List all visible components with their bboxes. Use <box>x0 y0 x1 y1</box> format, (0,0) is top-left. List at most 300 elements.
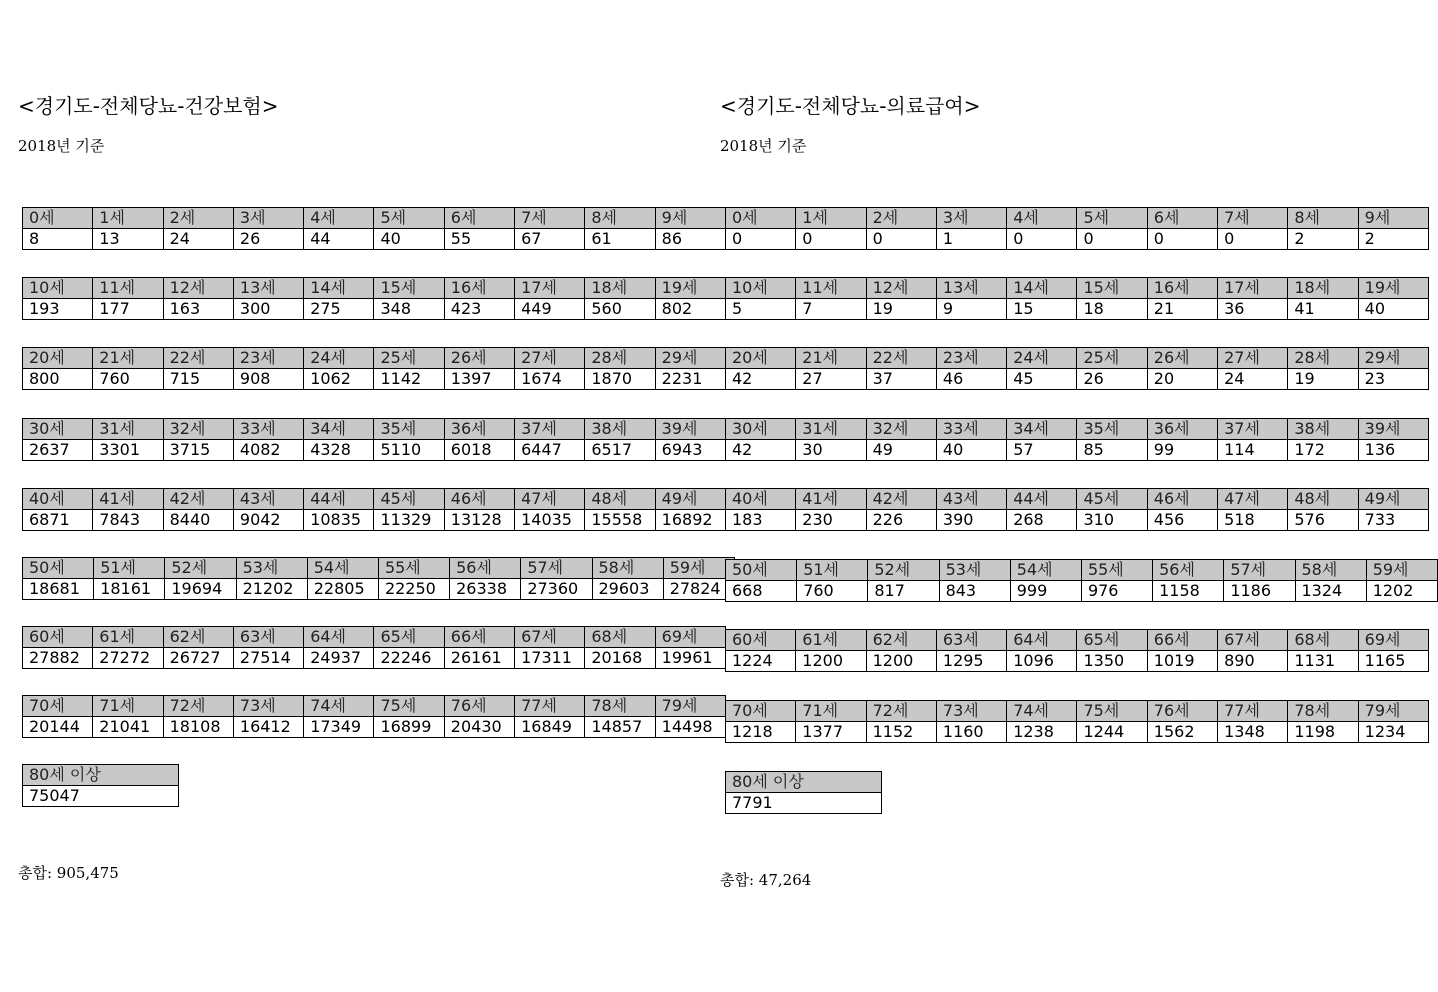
patient-count-cell: 1165 <box>1358 651 1428 672</box>
age-label-cell: 75세 <box>1077 701 1147 722</box>
age-label-cell: 60세 <box>726 630 796 651</box>
age-label-cell: 23세 <box>233 348 303 369</box>
age-label-cell: 47세 <box>515 489 585 510</box>
age-header-row <box>726 348 1429 369</box>
patient-count-cell: 26338 <box>450 579 521 600</box>
age-header-row <box>23 696 726 717</box>
patient-count-cell: 20144 <box>23 717 93 738</box>
patient-count-cell: 3301 <box>93 440 163 461</box>
patient-count-cell: 26 <box>1077 369 1147 390</box>
patient-count-cell: 15558 <box>585 510 655 531</box>
patient-count-cell: 10835 <box>304 510 374 531</box>
age-label-cell: 31세 <box>796 419 866 440</box>
patient-count-cell: 16892 <box>655 510 725 531</box>
patient-count-cell: 16412 <box>233 717 303 738</box>
patient-count-cell: 49 <box>866 440 936 461</box>
age-label-cell: 70세 <box>23 696 93 717</box>
age-label-cell: 1세 <box>796 208 866 229</box>
age-label-cell: 10세 <box>23 278 93 299</box>
age-header-row <box>23 627 726 648</box>
patient-count-cell: 1324 <box>1295 581 1366 602</box>
age-label-cell: 13세 <box>233 278 303 299</box>
age-group-table <box>725 207 1429 250</box>
patient-count-cell: 310 <box>1077 510 1147 531</box>
count-value-row <box>23 440 726 461</box>
age-label-cell: 63세 <box>936 630 1006 651</box>
age-label-cell: 39세 <box>655 419 725 440</box>
patient-count-cell: 4328 <box>304 440 374 461</box>
patient-count-cell: 0 <box>796 229 866 250</box>
patient-count-cell: 1198 <box>1288 722 1358 743</box>
age-label-cell: 23세 <box>936 348 1006 369</box>
patient-count-cell: 908 <box>233 369 303 390</box>
patient-count-cell: 760 <box>797 581 868 602</box>
patient-count-cell: 1234 <box>1358 722 1428 743</box>
patient-count-cell: 890 <box>1218 651 1288 672</box>
age-label-cell: 71세 <box>796 701 866 722</box>
age-label-cell: 62세 <box>163 627 233 648</box>
age-label-cell: 69세 <box>655 627 725 648</box>
age-label-cell: 20세 <box>726 348 796 369</box>
age-header-row <box>23 419 726 440</box>
patient-count-cell: 1377 <box>796 722 866 743</box>
patient-count-cell: 13128 <box>444 510 514 531</box>
patient-count-cell: 18681 <box>23 579 94 600</box>
patient-count-cell: 26727 <box>163 648 233 669</box>
patient-count-cell: 172 <box>1288 440 1358 461</box>
patient-count-cell: 2 <box>1358 229 1428 250</box>
patient-count-cell: 1186 <box>1224 581 1295 602</box>
age-label-cell: 67세 <box>1218 630 1288 651</box>
age-label-cell: 51세 <box>94 558 165 579</box>
patient-count-cell: 14857 <box>585 717 655 738</box>
age-group-table <box>725 771 882 814</box>
patient-count-cell: 1218 <box>726 722 796 743</box>
age-label-cell: 61세 <box>93 627 163 648</box>
patient-count-cell: 26 <box>233 229 303 250</box>
patient-count-cell: 2637 <box>23 440 93 461</box>
age-label-cell: 36세 <box>444 419 514 440</box>
patient-count-cell: 0 <box>726 229 796 250</box>
age-label-cell: 9세 <box>655 208 725 229</box>
patient-count-cell: 23 <box>1358 369 1428 390</box>
patient-count-cell: 20430 <box>444 717 514 738</box>
age-label-cell: 58세 <box>1295 560 1366 581</box>
age-label-cell: 64세 <box>304 627 374 648</box>
age-label-cell: 19세 <box>655 278 725 299</box>
patient-count-cell: 8 <box>23 229 93 250</box>
age-label-cell: 36세 <box>1147 419 1217 440</box>
age-label-cell: 12세 <box>163 278 233 299</box>
age-label-cell: 16세 <box>444 278 514 299</box>
age-label-cell: 11세 <box>796 278 866 299</box>
patient-count-cell: 27824 <box>663 579 734 600</box>
patient-count-cell: 30 <box>796 440 866 461</box>
age-label-cell: 4세 <box>304 208 374 229</box>
patient-count-cell: 61 <box>585 229 655 250</box>
patient-count-cell: 843 <box>939 581 1010 602</box>
patient-count-cell: 22250 <box>378 579 449 600</box>
count-value-row <box>726 369 1429 390</box>
age-header-row <box>726 772 882 793</box>
patient-count-cell: 27360 <box>521 579 592 600</box>
age-label-cell: 20세 <box>23 348 93 369</box>
age-label-cell: 68세 <box>585 627 655 648</box>
age-label-cell: 67세 <box>515 627 585 648</box>
patient-count-cell: 1158 <box>1153 581 1224 602</box>
patient-count-cell: 6943 <box>655 440 725 461</box>
age-label-cell: 30세 <box>23 419 93 440</box>
patient-count-cell: 7 <box>796 299 866 320</box>
age-label-cell: 34세 <box>1007 419 1077 440</box>
age-group-table <box>725 700 1429 743</box>
patient-count-cell: 6018 <box>444 440 514 461</box>
left-total: 총합: 905,475 <box>18 864 119 882</box>
patient-count-cell: 999 <box>1010 581 1081 602</box>
age-label-cell: 66세 <box>444 627 514 648</box>
patient-count-cell: 36 <box>1218 299 1288 320</box>
patient-count-cell: 136 <box>1358 440 1428 461</box>
age-group-table <box>22 626 726 669</box>
age-group-table <box>22 488 726 531</box>
age-group-table <box>725 629 1429 672</box>
count-value-row <box>726 793 882 814</box>
patient-count-cell: 85 <box>1077 440 1147 461</box>
patient-count-cell: 8440 <box>163 510 233 531</box>
patient-count-cell: 22246 <box>374 648 444 669</box>
patient-count-cell: 13 <box>93 229 163 250</box>
left-title: <경기도-전체당뇨-건강보험> <box>18 94 279 118</box>
age-label-cell: 18세 <box>1288 278 1358 299</box>
age-label-cell: 7세 <box>515 208 585 229</box>
count-value-row <box>23 369 726 390</box>
age-group-table <box>725 347 1429 390</box>
age-label-cell: 25세 <box>374 348 444 369</box>
age-label-cell: 3세 <box>936 208 1006 229</box>
age-label-cell: 79세 <box>1358 701 1428 722</box>
age-label-cell: 1세 <box>93 208 163 229</box>
patient-count-cell: 42 <box>726 369 796 390</box>
age-label-cell: 3세 <box>233 208 303 229</box>
patient-count-cell: 29603 <box>592 579 663 600</box>
patient-count-cell: 86 <box>655 229 725 250</box>
patient-count-cell: 14498 <box>655 717 725 738</box>
patient-count-cell: 230 <box>796 510 866 531</box>
patient-count-cell: 40 <box>1358 299 1428 320</box>
age-label-cell: 77세 <box>515 696 585 717</box>
patient-count-cell: 27272 <box>93 648 163 669</box>
age-label-cell: 24세 <box>1007 348 1077 369</box>
age-label-cell: 37세 <box>1218 419 1288 440</box>
patient-count-cell: 423 <box>444 299 514 320</box>
patient-count-cell: 21202 <box>236 579 307 600</box>
patient-count-cell: 114 <box>1218 440 1288 461</box>
age-label-cell: 24세 <box>304 348 374 369</box>
age-header-row <box>23 348 726 369</box>
count-value-row <box>726 722 1429 743</box>
patient-count-cell: 22805 <box>307 579 378 600</box>
patient-count-cell: 44 <box>304 229 374 250</box>
patient-count-cell: 27882 <box>23 648 93 669</box>
patient-count-cell: 802 <box>655 299 725 320</box>
age-label-cell: 73세 <box>233 696 303 717</box>
patient-count-cell: 40 <box>936 440 1006 461</box>
patient-count-cell: 560 <box>585 299 655 320</box>
age-label-cell: 75세 <box>374 696 444 717</box>
age-header-row <box>726 630 1429 651</box>
patient-count-cell: 17349 <box>304 717 374 738</box>
age-label-cell: 5세 <box>374 208 444 229</box>
age-label-cell: 45세 <box>374 489 444 510</box>
patient-count-cell: 18 <box>1077 299 1147 320</box>
right-total: 총합: 47,264 <box>720 871 812 889</box>
age-label-cell: 35세 <box>1077 419 1147 440</box>
age-label-cell: 34세 <box>304 419 374 440</box>
patient-count-cell: 24 <box>1218 369 1288 390</box>
patient-count-cell: 976 <box>1081 581 1152 602</box>
count-value-row <box>23 510 726 531</box>
patient-count-cell: 5110 <box>374 440 444 461</box>
patient-count-cell: 6447 <box>515 440 585 461</box>
age-label-cell: 72세 <box>163 696 233 717</box>
patient-count-cell: 21 <box>1147 299 1217 320</box>
patient-count-cell: 1131 <box>1288 651 1358 672</box>
age-label-cell: 55세 <box>378 558 449 579</box>
patient-count-cell: 0 <box>866 229 936 250</box>
patient-count-cell: 1 <box>936 229 1006 250</box>
age-label-cell: 56세 <box>450 558 521 579</box>
age-label-cell: 66세 <box>1147 630 1217 651</box>
patient-count-cell: 1224 <box>726 651 796 672</box>
count-value-row <box>23 299 726 320</box>
age-label-cell: 61세 <box>796 630 866 651</box>
patient-count-cell: 1160 <box>936 722 1006 743</box>
patient-count-cell: 2 <box>1288 229 1358 250</box>
age-label-cell: 11세 <box>93 278 163 299</box>
age-label-cell: 48세 <box>585 489 655 510</box>
patient-count-cell: 1397 <box>444 369 514 390</box>
patient-count-cell: 390 <box>936 510 1006 531</box>
patient-count-cell: 41 <box>1288 299 1358 320</box>
count-value-row <box>23 786 179 807</box>
patient-count-cell: 9 <box>936 299 1006 320</box>
patient-count-cell: 9042 <box>233 510 303 531</box>
age-label-cell: 6세 <box>1147 208 1217 229</box>
age-label-cell: 14세 <box>1007 278 1077 299</box>
age-label-cell: 17세 <box>1218 278 1288 299</box>
age-label-cell: 54세 <box>1010 560 1081 581</box>
patient-count-cell: 27 <box>796 369 866 390</box>
age-group-table <box>22 695 726 738</box>
age-label-cell: 2세 <box>163 208 233 229</box>
patient-count-cell: 1348 <box>1218 722 1288 743</box>
age-label-cell: 74세 <box>304 696 374 717</box>
age-label-cell: 47세 <box>1218 489 1288 510</box>
age-label-cell: 27세 <box>515 348 585 369</box>
age-label-cell: 41세 <box>796 489 866 510</box>
age-label-cell: 46세 <box>444 489 514 510</box>
age-header-row <box>726 278 1429 299</box>
age-label-cell: 49세 <box>1358 489 1428 510</box>
patient-count-cell: 1238 <box>1007 722 1077 743</box>
age-group-table <box>725 277 1429 320</box>
age-label-cell: 25세 <box>1077 348 1147 369</box>
age-label-cell: 69세 <box>1358 630 1428 651</box>
age-label-cell: 50세 <box>726 560 797 581</box>
patient-count-cell: 57 <box>1007 440 1077 461</box>
patient-count-cell: 16899 <box>374 717 444 738</box>
age-label-cell: 65세 <box>1077 630 1147 651</box>
count-value-row <box>726 651 1429 672</box>
patient-count-cell: 183 <box>726 510 796 531</box>
age-label-cell: 43세 <box>936 489 1006 510</box>
age-label-cell: 2세 <box>866 208 936 229</box>
patient-count-cell: 1350 <box>1077 651 1147 672</box>
patient-count-cell: 760 <box>93 369 163 390</box>
patient-count-cell: 300 <box>233 299 303 320</box>
age-header-row <box>23 278 726 299</box>
patient-count-cell: 1870 <box>585 369 655 390</box>
patient-count-cell: 7791 <box>726 793 882 814</box>
patient-count-cell: 456 <box>1147 510 1217 531</box>
patient-count-cell: 268 <box>1007 510 1077 531</box>
age-label-cell: 27세 <box>1218 348 1288 369</box>
age-label-cell: 21세 <box>796 348 866 369</box>
patient-count-cell: 1096 <box>1007 651 1077 672</box>
count-value-row <box>726 440 1429 461</box>
age-label-cell: 0세 <box>23 208 93 229</box>
age-label-cell: 15세 <box>1077 278 1147 299</box>
age-label-cell: 38세 <box>1288 419 1358 440</box>
age-label-cell: 48세 <box>1288 489 1358 510</box>
patient-count-cell: 45 <box>1007 369 1077 390</box>
patient-count-cell: 1295 <box>936 651 1006 672</box>
patient-count-cell: 40 <box>374 229 444 250</box>
age-header-row <box>726 208 1429 229</box>
age-label-cell: 4세 <box>1007 208 1077 229</box>
age-label-cell: 14세 <box>304 278 374 299</box>
patient-count-cell: 1200 <box>866 651 936 672</box>
age-label-cell: 52세 <box>165 558 236 579</box>
age-label-cell: 19세 <box>1358 278 1428 299</box>
patient-count-cell: 42 <box>726 440 796 461</box>
age-label-cell: 9세 <box>1358 208 1428 229</box>
age-label-cell: 0세 <box>726 208 796 229</box>
patient-count-cell: 1152 <box>866 722 936 743</box>
age-label-cell: 32세 <box>163 419 233 440</box>
age-label-cell: 54세 <box>307 558 378 579</box>
age-label-cell: 57세 <box>521 558 592 579</box>
patient-count-cell: 5 <box>726 299 796 320</box>
age-group-table <box>725 488 1429 531</box>
age-label-cell: 12세 <box>866 278 936 299</box>
age-label-cell: 43세 <box>233 489 303 510</box>
patient-count-cell: 668 <box>726 581 797 602</box>
age-label-cell: 46세 <box>1147 489 1217 510</box>
patient-count-cell: 18108 <box>163 717 233 738</box>
patient-count-cell: 177 <box>93 299 163 320</box>
age-label-cell: 58세 <box>592 558 663 579</box>
patient-count-cell: 0 <box>1147 229 1217 250</box>
age-label-cell: 28세 <box>585 348 655 369</box>
age-label-cell: 49세 <box>655 489 725 510</box>
age-label-cell: 15세 <box>374 278 444 299</box>
patient-count-cell: 733 <box>1358 510 1428 531</box>
age-label-cell: 44세 <box>304 489 374 510</box>
age-label-cell: 73세 <box>936 701 1006 722</box>
patient-count-cell: 226 <box>866 510 936 531</box>
age-label-cell: 78세 <box>1288 701 1358 722</box>
age-group-table <box>22 347 726 390</box>
right-title: <경기도-전체당뇨-의료급여> <box>720 94 981 118</box>
age-label-cell: 35세 <box>374 419 444 440</box>
age-label-cell: 44세 <box>1007 489 1077 510</box>
patient-count-cell: 193 <box>23 299 93 320</box>
age-label-cell: 29세 <box>1358 348 1428 369</box>
age-label-cell: 41세 <box>93 489 163 510</box>
patient-count-cell: 1244 <box>1077 722 1147 743</box>
age-group-table <box>22 764 179 807</box>
age-label-cell: 55세 <box>1081 560 1152 581</box>
age-label-cell: 28세 <box>1288 348 1358 369</box>
patient-count-cell: 24 <box>163 229 233 250</box>
patient-count-cell: 0 <box>1007 229 1077 250</box>
age-label-cell: 33세 <box>936 419 1006 440</box>
count-value-row <box>23 229 726 250</box>
patient-count-cell: 19 <box>866 299 936 320</box>
patient-count-cell: 16849 <box>515 717 585 738</box>
count-value-row <box>23 648 726 669</box>
age-label-cell: 80세 이상 <box>726 772 882 793</box>
patient-count-cell: 3715 <box>163 440 233 461</box>
patient-count-cell: 1202 <box>1366 581 1437 602</box>
age-header-row <box>726 560 1438 581</box>
patient-count-cell: 67 <box>515 229 585 250</box>
patient-count-cell: 275 <box>304 299 374 320</box>
patient-count-cell: 24937 <box>304 648 374 669</box>
age-label-cell: 56세 <box>1153 560 1224 581</box>
patient-count-cell: 1200 <box>796 651 866 672</box>
age-label-cell: 76세 <box>1147 701 1217 722</box>
patient-count-cell: 1062 <box>304 369 374 390</box>
age-header-row <box>726 419 1429 440</box>
age-label-cell: 37세 <box>515 419 585 440</box>
age-label-cell: 76세 <box>444 696 514 717</box>
patient-count-cell: 15 <box>1007 299 1077 320</box>
age-label-cell: 68세 <box>1288 630 1358 651</box>
age-label-cell: 31세 <box>93 419 163 440</box>
patient-count-cell: 46 <box>936 369 1006 390</box>
age-label-cell: 80세 이상 <box>23 765 179 786</box>
age-label-cell: 40세 <box>726 489 796 510</box>
age-label-cell: 16세 <box>1147 278 1217 299</box>
patient-count-cell: 518 <box>1218 510 1288 531</box>
age-header-row <box>23 489 726 510</box>
age-group-table <box>22 277 726 320</box>
age-label-cell: 60세 <box>23 627 93 648</box>
age-label-cell: 70세 <box>726 701 796 722</box>
patient-count-cell: 18161 <box>94 579 165 600</box>
age-label-cell: 64세 <box>1007 630 1077 651</box>
patient-count-cell: 1562 <box>1147 722 1217 743</box>
count-value-row <box>726 299 1429 320</box>
patient-count-cell: 27514 <box>233 648 303 669</box>
patient-count-cell: 19961 <box>655 648 725 669</box>
patient-count-cell: 576 <box>1288 510 1358 531</box>
patient-count-cell: 26161 <box>444 648 514 669</box>
count-value-row <box>726 510 1429 531</box>
patient-count-cell: 1019 <box>1147 651 1217 672</box>
